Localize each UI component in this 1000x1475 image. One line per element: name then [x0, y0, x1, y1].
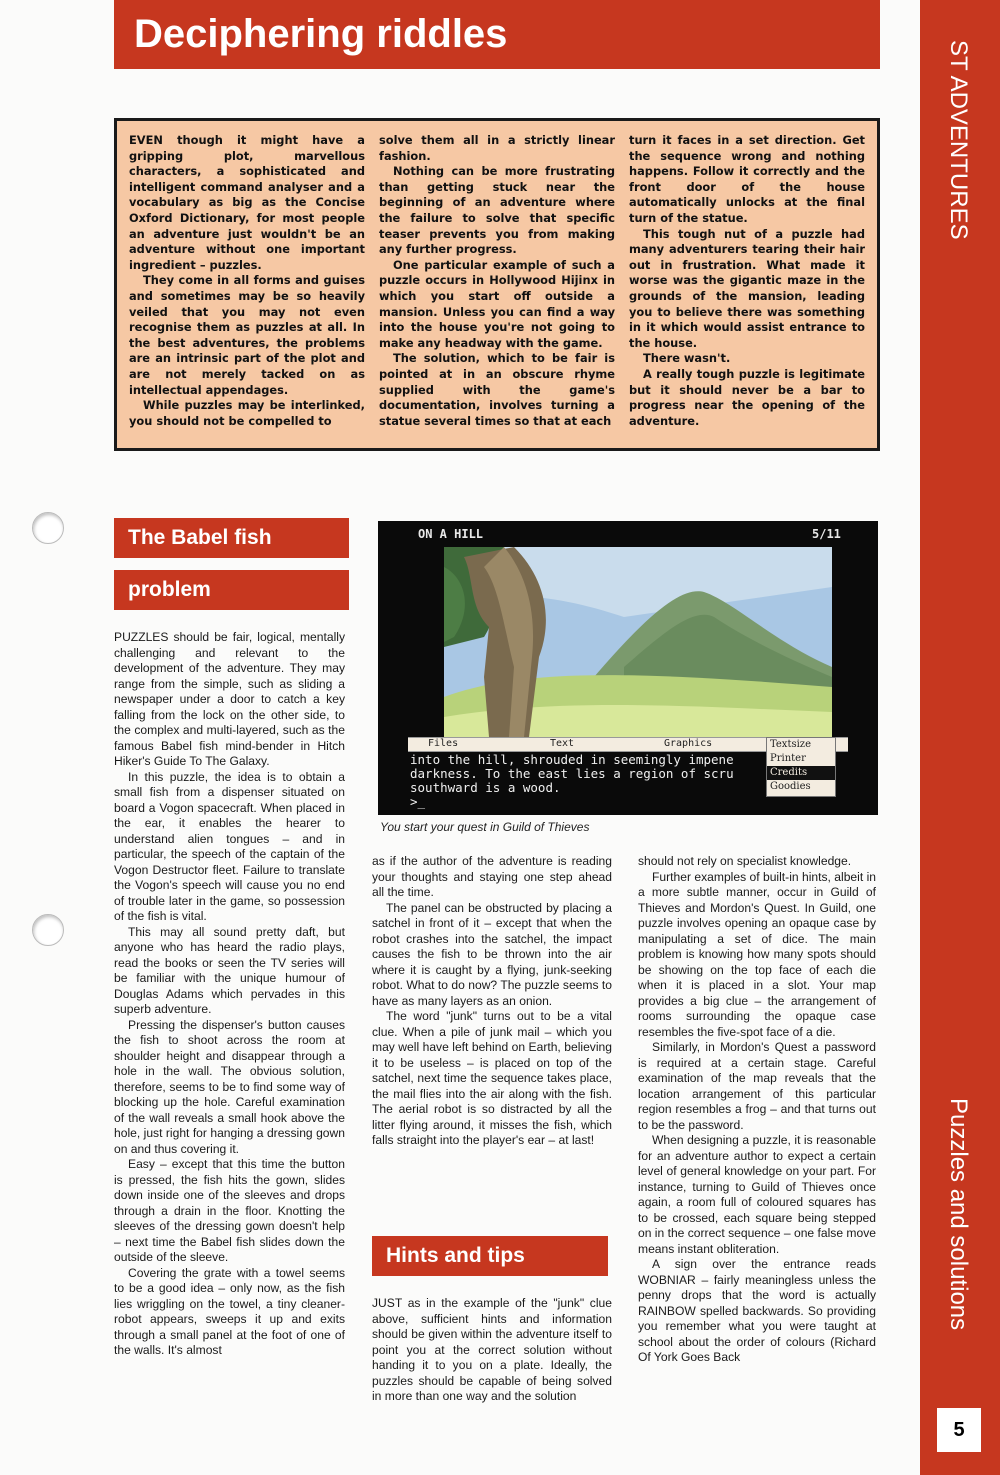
babel-title-line2: problem [128, 578, 211, 601]
intro-column-3 [629, 133, 865, 429]
paragraph: Easy – except that this time the button is pressed, the fish hits the gown, slides down inside one of the sleeves and drops through a drain in the floor. Knotting the sleeves of the dressing gown doesn't help – next time the Babel fish slides down the outside of the sleeve. [114, 1157, 345, 1264]
paragraph: turn it faces in a set direction. Get the sequence wrong and nothing happens. Follow it correctly and the front door of the house automatically unlocks at the final turn of the statue. [629, 133, 865, 225]
paragraph: In this puzzle, the idea is to obtain a small fish from a dispenser situated on board a Vogon spacecraft. When placed in the ear, it enables the hearer to understand alien tongues – and in particular, the speech of the captain of the Vogon Destructor fleet. Failure to translate the Vogon's speech will cause you no end of trouble later in the game, so possession of the fish is vital. [114, 769, 345, 923]
intro-column-1 [129, 133, 365, 429]
punch-hole [32, 512, 64, 544]
paragraph: One particular example of such a puzzle occurs in Hollywood Hijinx in which you start off outside a mansion. Unless you can find a way into the house you're not going to make any headway with the game. [379, 257, 615, 350]
paragraph: EVEN though it might have a gripping plot, marvellous characters, a sophisticated and intelligent command analyser and a vocabulary as big as the Concise Oxford Dictionary, for most people an adventure just wouldn't be an adventure without one important ingredient – puzzles. [129, 133, 365, 272]
dropdown-item-credits[interactable]: Credits [767, 766, 835, 780]
paragraph: solve them all in a strictly linear fashion. [379, 133, 615, 163]
paragraph: They come in all forms and guises and sometimes may be so heavily veiled that you may not even recognise them as puzzles at all. In the best adventures, the problems are an intrinsic part of the plot and are not merely tacked on as intellectual appendages. [129, 273, 365, 397]
headline-banner [114, 0, 880, 69]
babel-title-banner-1 [114, 518, 349, 558]
paragraph: A really tough puzzle is legitimate but it should never be a bar to progress near the opening of the adventure. [629, 366, 865, 428]
paragraph: should not rely on specialist knowledge. [638, 854, 852, 868]
screenshot-caption: You start your quest in Guild of Thieves [380, 820, 590, 834]
babel-title-banner-2 [114, 570, 349, 610]
section-label: ST ADVENTURES [945, 40, 972, 240]
game-prompt: >_ [410, 794, 426, 809]
paragraph: This may all sound pretty daft, but anyone who has heard the radio plays, read the books or seen the TV series will be familiar with the unique humour of Douglas Adams which pervades in this superb adventure. [114, 924, 345, 1016]
game-text-line: darkness. To the east lies a region of scru [410, 766, 734, 781]
punch-hole [32, 914, 64, 946]
paragraph: While puzzles may be interlinked, you should not be compelled to [129, 398, 365, 428]
paragraph: There wasn't. [643, 351, 731, 366]
intro-box [114, 118, 880, 451]
hints-title: Hints and tips [386, 1244, 525, 1267]
babel-column [114, 630, 345, 1359]
paragraph: The word "junk" turns out to be a vital clue. When a pile of junk mail – which you may well have left behind on Earth, believing it to be useless – is placed on top of the satchel, next time the sequence takes place, the mail flies into the air along with the fish. The aerial robot is so distracted by all the litter flying around, it misses the fish, which falls straight into the player's ear – at last! [372, 1009, 612, 1147]
hints-column [372, 1296, 612, 1405]
menu-text[interactable]: Text [550, 738, 575, 749]
landscape-illustration [444, 547, 832, 737]
score: 5/11 [812, 527, 841, 541]
paragraph: Nothing can be more frustrating than getting stuck near the beginning of an adventure where the failure to solve that specific teaser prevents you from making any further progress. [379, 164, 615, 257]
paragraph: Further examples of built-in hints, albeit in a more subtle manner, occur in Guild of Thieves and Mordon's Quest. In Guild, one puzzle involves opening an opaque case by manipulating a set of dice. The main problem is knowing how many spots should be showing on the top face of each die when it is placed in a slot. Your map provides a big clue – the arrangement of rooms surrounding the opaque case resembles the five-spot face of a die. [638, 869, 876, 1039]
intro-column-2 [379, 133, 615, 429]
middle-column [372, 854, 612, 1149]
dropdown-item-goodies[interactable]: Goodies [770, 781, 811, 792]
paragraph: JUST as in the example of the "junk" clue above, sufficient hints and information should be given within the adventure itself to point you at the correct solution without handing it to you on a plate. Ideally, the puzzles should be capable of being solved in more than one way and the solution [372, 1296, 612, 1403]
topic-label: Puzzles and solutions [945, 1098, 972, 1331]
dropdown-item-printer[interactable]: Printer [770, 753, 806, 764]
paragraph: A sign over the entrance reads WOBNIAR – fairly meaningless unless the penny drops that the word is actually RAINBOW spelled backwards. So providing you remember what you were taught at school about the order of colours (Richard Of York Goes Back [638, 1257, 876, 1364]
paragraph: Covering the grate with a towel seems to be a good idea – only now, as the fish lies wriggling on the towel, a tiny cleaner-robot appears, sweeps it up and exits through a small panel at the foot of one of the walls. It's almost [114, 1265, 345, 1357]
game-screenshot [378, 521, 878, 815]
paragraph: The solution, which to be fair is pointed at in an obscure rhyme supplied with the game's documentation, involves turning a statue several times so that at each [379, 351, 615, 428]
babel-title-line1: The Babel fish [128, 526, 272, 549]
paragraph: This tough nut of a puzzle had many adventurers tearing their hair out in frustration. What made it worse was the gigantic maze in the grounds of the mansion, leading you to believe there was something in it which would assist entrance to the house. [629, 226, 865, 350]
paragraph: The panel can be obstructed by placing a satchel in front of it – except that when the robot crashes into the satchel, the impact causes the fish to be thrown into the air where it is caught by a flying, junk-seeking robot. What to do now? The puzzle seems to have as many layers as an onion. [372, 900, 612, 1008]
location-title: ON A HILL [418, 527, 484, 541]
headline: Deciphering riddles [134, 12, 508, 56]
game-text-line: into the hill, shrouded in seemingly impene [410, 753, 734, 767]
menu-files[interactable]: Files [428, 738, 459, 749]
paragraph: Similarly, in Mordon's Quest a password is required at a certain stage. Careful examination of the map reveals that the location arrangement of this particular region resembles a frog – and that turns out to be the password. [638, 1040, 876, 1132]
paragraph: PUZZLES should be fair, logical, mentally challenging and relevant to the development of the adventure. They may range from the simple, such as sliding a newspaper under a door to catch a key falling from the lock on the other side, to the complex and multi-layered, such as the famous Babel fish mind-bender in Hitch Hiker's Guide To The Galaxy. [114, 630, 345, 768]
hints-title-banner [372, 1236, 608, 1276]
paragraph: as if the author of the adventure is reading your thoughts and staying one step ahead all the time. [372, 854, 612, 899]
page-number: 5 [937, 1408, 981, 1452]
game-text-line: southward is a wood. [410, 780, 561, 795]
paragraph: Pressing the dispenser's button causes the fish to shoot across the room at shoulder height and disappear through a hole in the wall. The obvious solution, therefore, seems to be to find some way of blocking up the hole. Careful examination of the wall reveals a small hook above the hole, just right for hanging a dressing gown on and thus covering it. [114, 1017, 345, 1156]
paragraph: When designing a puzzle, it is reasonable for an adventure author to expect a certain level of general knowledge on your part. For instance, turning to Guild of Thieves once again, a room full of coloured squares has to be crossed, each square being stepped on in the correct sequence – one false move means instant obliteration. [638, 1133, 876, 1256]
dropdown-item-textsize[interactable]: Textsize [770, 739, 811, 750]
graphics-dropdown [766, 737, 836, 797]
menu-graphics[interactable]: Graphics [664, 738, 713, 749]
right-column [638, 854, 876, 1366]
